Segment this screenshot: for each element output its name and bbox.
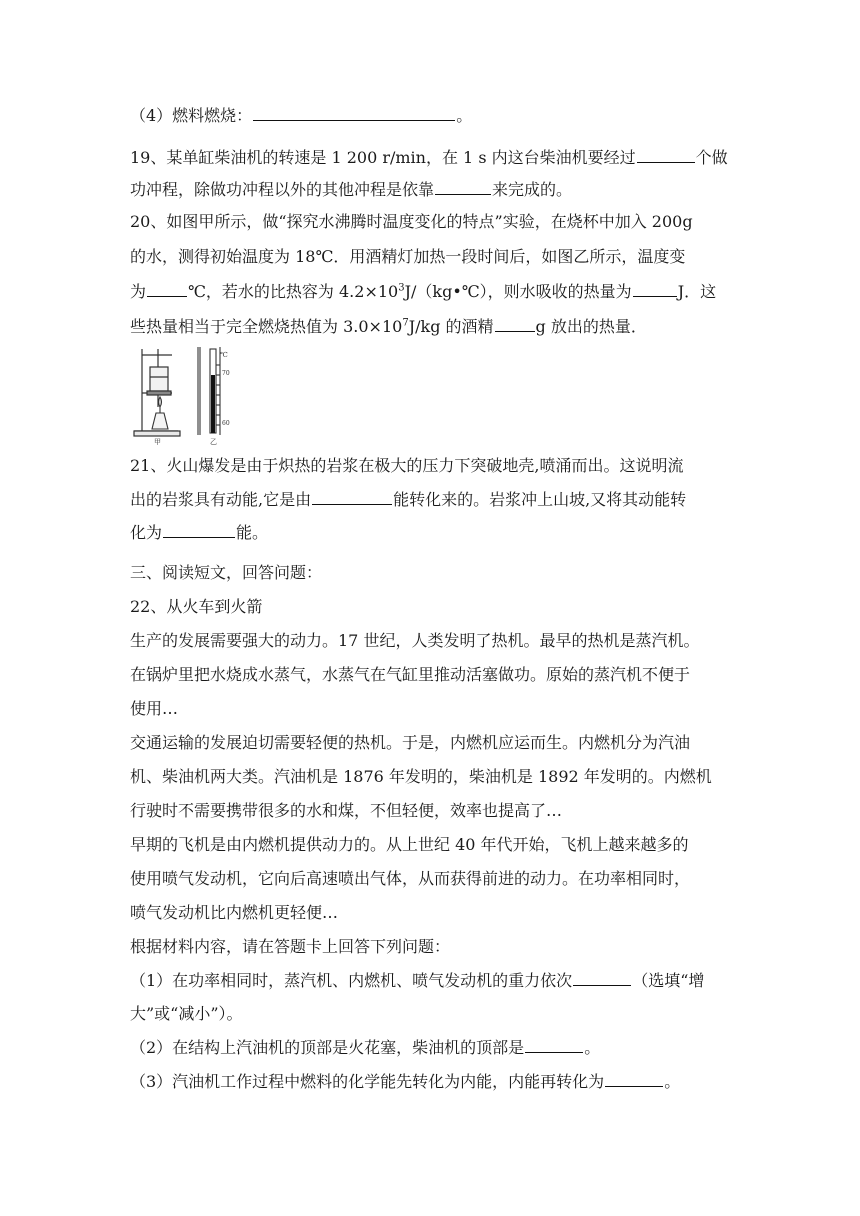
- q22-p3-line2: 使用喷气发动机，它向后高速喷出气体，从而获得前进的动力。在功率相同时，: [130, 869, 691, 888]
- answer-blank[interactable]: [495, 317, 535, 332]
- beaker-icon: [147, 367, 171, 395]
- answer-blank[interactable]: [573, 971, 631, 986]
- q22-prompt: 根据材料内容，请在答题卡上回答下列问题：: [130, 937, 451, 956]
- q22-p2-line1: 交通运输的发展迫切需要轻便的热机。于是，内燃机应运而生。内燃机分为汽油: [130, 733, 691, 752]
- answer-blank[interactable]: [637, 148, 695, 163]
- q20-line4: 些热量相当于完全燃烧热值为 $3.0\times 10^7J/kg$ 的酒精 g 放出的热量．: [130, 317, 647, 336]
- tick-label-60: 60: [222, 420, 230, 427]
- q22-p1-line3: 使用…: [130, 699, 179, 718]
- answer-blank[interactable]: [312, 490, 392, 505]
- q22-p2-line2: 机、柴油机两大类。汽油机是 1876 年发明的，柴油机是 1892 年发明的。内燃机: [130, 767, 712, 786]
- q22-p2-line3: 行驶时不需要携带很多的水和煤，不但轻便，效率也提高了…: [130, 801, 563, 820]
- q21-line2: 出的岩浆具有动能,它是由 能转化来的。岩浆冲上山坡,又将其动能转: [130, 490, 687, 509]
- q18-part4: （4）燃料燃烧： 。: [130, 106, 473, 125]
- thermometer-unit: ℃: [220, 351, 228, 359]
- tick-label-70: 70: [222, 370, 230, 377]
- figure-label-jia: 甲: [154, 438, 161, 445]
- q22-p3-line1: 早期的飞机是由内燃机提供动力的。从上世纪 40 年代开始，飞机上越来越多的: [130, 835, 689, 854]
- q20-line3: 为 ℃，若水的比热容为 $4.2\times 10^3J/(kg•℃)$，则水吸收的热量为 J．这: [130, 282, 717, 301]
- q22-sub1-line1: （1）在功率相同时，蒸汽机、内燃机、喷气发动机的重力依次 （选填“增: [130, 971, 705, 990]
- q22-sub3: （3）汽油机工作过程中燃料的化学能先转化为内能，内能再转化为 。: [130, 1072, 681, 1091]
- q22-sub1-line2: 大”或“减小”）。: [130, 1004, 243, 1023]
- q22-sub2: （2）在结构上汽油机的顶部是火花塞，柴油机的顶部是 。: [130, 1038, 601, 1057]
- q22-title: 22、从火车到火箭: [130, 597, 263, 616]
- q21-line1: 21、火山爆发是由于炽热的岩浆在极大的压力下突破地壳,喷涌而出。这说明流: [130, 456, 684, 475]
- q21-line3: 化为 能。: [130, 523, 269, 542]
- q22-p3-line3: 喷气发动机比内燃机更轻便…: [130, 903, 339, 922]
- q20-line2: 的水，测得初始温度为 18℃．用酒精灯加热一段时间后，如图乙所示，温度变: [130, 247, 686, 266]
- alcohol-lamp-icon: [152, 397, 168, 429]
- q20-line1: 20、如图甲所示，做“探究水沸腾时温度变化的特点”实验，在烧杯中加入 200g: [130, 212, 693, 231]
- section-3-title: 三、阅读短文，回答问题：: [130, 563, 323, 582]
- q22-p1-line2: 在锅炉里把水烧成水蒸气，水蒸气在气缸里推动活塞做功。原始的蒸汽机不便于: [130, 665, 691, 684]
- figure-label-yi: 乙: [210, 438, 217, 445]
- thermometer-icon: [198, 347, 220, 435]
- q22-p1-line1: 生产的发展需要强大的动力。17 世纪，人类发明了热机。最早的热机是蒸汽机。: [130, 631, 700, 650]
- answer-blank[interactable]: [435, 180, 491, 195]
- answer-blank[interactable]: [605, 1072, 663, 1087]
- q19-line2: 功冲程，除做功冲程以外的其他冲程是依靠 来完成的。: [130, 180, 573, 199]
- answer-blank[interactable]: [525, 1038, 583, 1053]
- answer-blank[interactable]: [253, 106, 455, 121]
- boiling-apparatus-diagram: [132, 345, 242, 445]
- answer-blank[interactable]: [163, 523, 235, 538]
- answer-blank[interactable]: [633, 282, 677, 297]
- experiment-figure: [132, 345, 242, 445]
- answer-blank[interactable]: [147, 282, 187, 297]
- q19-line1: 19、某单缸柴油机的转速是 1 200 r/min，在 1 s 内这台柴油机要经过 个做: [130, 148, 728, 167]
